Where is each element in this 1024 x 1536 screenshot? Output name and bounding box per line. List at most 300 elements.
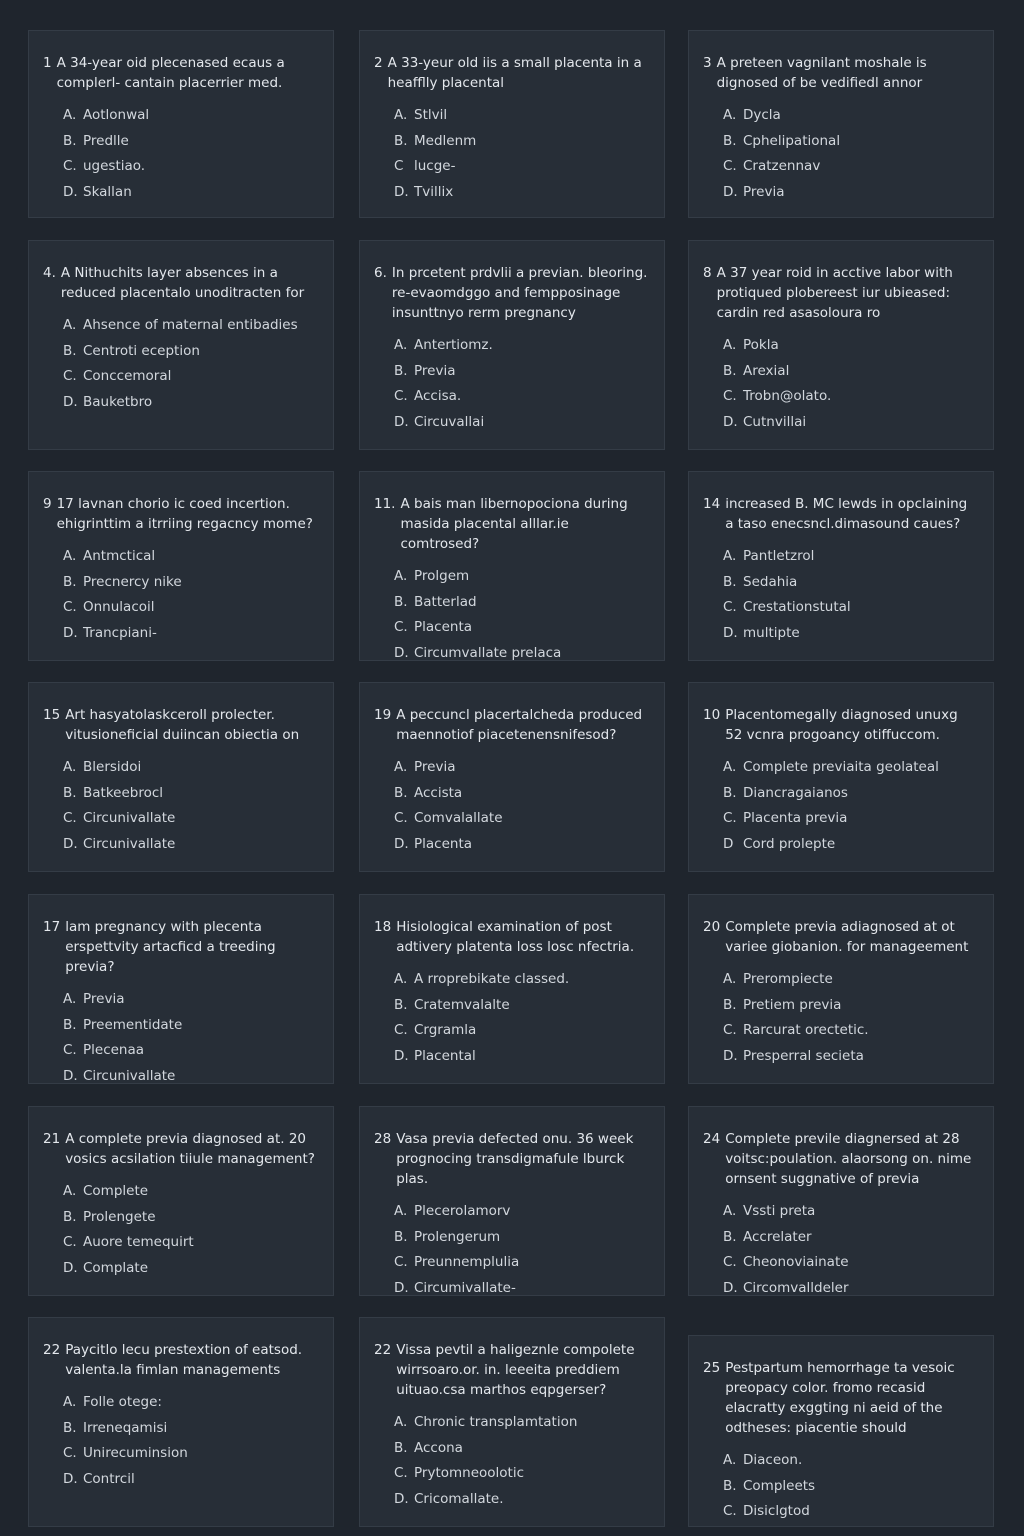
option-text: Circunivallate	[83, 1067, 176, 1084]
option-text: Onnulacoil	[83, 599, 155, 615]
answer-options	[43, 1390, 319, 1492]
option-letter: A.	[394, 971, 408, 987]
option-letter: B.	[63, 1208, 77, 1225]
option-letter: A.	[63, 1394, 77, 1410]
option-letter: A.	[723, 1452, 737, 1468]
answer-option-4[interactable]	[63, 1467, 319, 1493]
question-text	[374, 1129, 650, 1189]
option-letter: B.	[63, 132, 77, 149]
question-stem: Art hasyatolaskceroll prolecter. vitusioneficial duiincan obiectia on	[65, 707, 300, 743]
question-card-10	[28, 682, 334, 872]
question-number: 14	[703, 496, 721, 512]
option-letter: D.	[394, 1279, 409, 1296]
option-letter: C.	[394, 810, 408, 826]
option-text: Aotlonwal	[83, 107, 150, 123]
option-letter: C.	[63, 1042, 77, 1058]
option-text: Batkeebrocl	[83, 784, 164, 801]
answer-option-2[interactable]	[63, 781, 319, 807]
option-text: Cratzennav	[743, 158, 821, 174]
option-letter: B.	[394, 593, 408, 610]
question-text	[374, 263, 650, 323]
answer-option-1[interactable]	[394, 755, 650, 781]
option-letter: B.	[394, 996, 408, 1013]
answer-options	[43, 313, 319, 415]
answer-option-4[interactable]	[394, 641, 650, 662]
answer-option-1[interactable]	[394, 1199, 650, 1225]
option-text: Circumivallate-	[414, 1279, 516, 1296]
answer-option-4[interactable]	[723, 1044, 979, 1070]
option-text: multipte	[743, 624, 800, 641]
question-text	[703, 1358, 979, 1438]
answer-option-4[interactable]	[394, 1276, 650, 1297]
option-text: Ahsence of maternal entibadies	[83, 317, 298, 333]
option-text: Cord prolepte	[743, 835, 836, 852]
answer-option-4[interactable]	[63, 1256, 319, 1282]
question-card-1	[28, 30, 334, 218]
answer-option-1[interactable]	[63, 1179, 319, 1205]
option-text: Accista	[414, 784, 463, 801]
question-stem: Hisiological examination of post adtivery platenta loss losc nfectria.	[396, 919, 635, 955]
answer-option-3[interactable]	[394, 1461, 650, 1487]
answer-option-4[interactable]	[723, 180, 979, 206]
option-text: Plecenaa	[83, 1042, 145, 1058]
option-letter: A.	[63, 759, 77, 775]
option-letter: B.	[394, 362, 408, 379]
option-text: Bauketbro	[83, 393, 153, 410]
question-number: 6.	[374, 265, 387, 281]
answer-option-1[interactable]	[723, 755, 979, 781]
option-letter: B.	[63, 1419, 77, 1436]
option-text: Unirecuminsion	[83, 1445, 188, 1461]
option-text: Pokla	[743, 337, 779, 353]
option-text: Antertiomz.	[414, 337, 493, 353]
answer-option-4[interactable]	[394, 180, 650, 206]
answer-option-4[interactable]	[63, 1064, 319, 1085]
option-text: Irreneqamisi	[83, 1419, 168, 1436]
option-text: Circunivallate	[83, 835, 176, 852]
answer-options	[43, 987, 319, 1084]
option-text: Chronic transplamtation	[414, 1414, 578, 1430]
option-text: Vssti preta	[743, 1203, 816, 1219]
question-number: 25	[703, 1360, 721, 1376]
answer-option-3[interactable]	[63, 1230, 319, 1256]
answer-option-4[interactable]	[394, 832, 650, 858]
question-stem: A 33-yeur old iis a small placenta in a heafflly placental	[387, 55, 642, 91]
option-text: Pantletzrol	[743, 548, 815, 564]
option-letter: B.	[723, 996, 737, 1013]
option-letter: C.	[63, 368, 77, 384]
answer-option-1[interactable]	[723, 103, 979, 129]
option-letter: D.	[723, 624, 738, 641]
question-card-17	[359, 1106, 665, 1296]
option-letter: C.	[63, 1234, 77, 1250]
answer-option-1[interactable]	[63, 103, 319, 129]
option-letter: C.	[63, 1445, 77, 1461]
question-card-3	[688, 30, 994, 218]
option-text: Blersidoi	[83, 759, 142, 775]
answer-option-2[interactable]	[723, 359, 979, 385]
option-letter: A.	[394, 568, 408, 584]
option-text: Prytomneoolotic	[414, 1465, 525, 1481]
option-text: Previa	[414, 759, 456, 775]
answer-option-4[interactable]	[723, 1276, 979, 1297]
question-stem: Pestpartum hemorrhage ta vesoic preopacy color. fromo recasid elacratty exggting ni aeid of the odtheses: piacentie should	[725, 1360, 955, 1436]
question-stem: In prcetent prdvlii a previan. bleoring. re-evaomdggo and fempposinage insunttnyo rerm pregnancy	[391, 265, 648, 321]
option-text: Conccemoral	[83, 368, 172, 384]
question-number: 19	[374, 707, 392, 723]
option-text: Compleets	[743, 1477, 816, 1494]
option-letter: C.	[723, 1503, 737, 1519]
question-text	[703, 1129, 979, 1189]
option-text: Disiclgtod	[743, 1503, 810, 1519]
question-stem: A bais man libernopociona during masida placental alllar.ie comtrosed?	[400, 496, 628, 552]
option-letter: D.	[723, 1047, 738, 1064]
option-letter: C	[394, 158, 404, 174]
answer-option-2[interactable]	[723, 993, 979, 1019]
answer-options	[374, 967, 650, 1069]
option-text: Accisa.	[414, 388, 462, 404]
answer-option-3[interactable]	[394, 806, 650, 832]
answer-option-4[interactable]	[723, 621, 979, 647]
option-letter: A.	[394, 759, 408, 775]
question-stem: Vissa pevtil a haligeznle compolete wirrsoaro.or. in. leeeita preddiem uituao.csa marthos eqpgerser?	[396, 1342, 635, 1398]
answer-option-2[interactable]	[394, 1436, 650, 1462]
option-text: Skallan	[83, 183, 132, 200]
question-stem: Paycitlo lecu prestextion of eatsod. valenta.la fimlan managements	[65, 1342, 303, 1378]
question-card-8	[359, 471, 665, 661]
answer-option-3[interactable]	[394, 1018, 650, 1044]
option-text: Circomvalldeler	[743, 1279, 849, 1296]
question-text	[43, 494, 319, 534]
answer-option-3[interactable]	[394, 1250, 650, 1276]
question-stem: A preteen vagnilant moshale is dignosed of be vedifiedl annor	[716, 55, 927, 91]
option-letter: D.	[63, 183, 78, 200]
option-letter: C.	[723, 1254, 737, 1270]
option-text: Placenta	[414, 619, 473, 635]
option-text: Prolgem	[414, 568, 470, 584]
answer-option-2[interactable]	[394, 993, 650, 1019]
answer-option-1[interactable]	[723, 967, 979, 993]
option-letter: A.	[394, 1203, 408, 1219]
answer-option-3[interactable]	[394, 384, 650, 410]
option-letter: C.	[394, 619, 408, 635]
option-text: Circuvallai	[414, 413, 485, 430]
question-number: 21	[43, 1131, 61, 1147]
option-text: Pretiem previa	[743, 996, 842, 1013]
answer-option-1[interactable]	[723, 544, 979, 570]
answer-option-3[interactable]	[63, 806, 319, 832]
answer-options	[374, 755, 650, 857]
option-letter: D.	[723, 183, 738, 200]
question-number: 20	[703, 919, 721, 935]
option-text: Cricomallate.	[414, 1490, 504, 1507]
answer-option-1[interactable]	[63, 544, 319, 570]
option-text: Prolengerum	[414, 1228, 501, 1245]
answer-option-2[interactable]	[723, 129, 979, 155]
question-number: 2	[374, 55, 383, 71]
option-text: Prolengete	[83, 1208, 156, 1225]
answer-option-2[interactable]	[723, 1225, 979, 1251]
option-letter: A.	[63, 1183, 77, 1199]
answer-option-2[interactable]	[394, 781, 650, 807]
option-letter: C.	[723, 158, 737, 174]
option-text: Diancragaianos	[743, 784, 848, 801]
question-text	[374, 1340, 650, 1400]
question-text	[43, 1129, 319, 1169]
option-letter: B.	[63, 784, 77, 801]
option-letter: D.	[394, 1047, 409, 1064]
option-letter: D.	[63, 835, 78, 852]
answer-options	[703, 333, 979, 435]
option-text: Batterlad	[414, 593, 477, 610]
option-text: Cratemvalalte	[414, 996, 510, 1013]
option-text: Cutnvillai	[743, 413, 807, 430]
answer-option-3[interactable]	[723, 806, 979, 832]
question-card-4	[28, 240, 334, 450]
question-stem: 17 lavnan chorio ic coed incertion. ehigrinttim a itrriing regacncy mome?	[56, 496, 313, 532]
option-letter: B.	[394, 784, 408, 801]
answer-option-1[interactable]	[723, 1199, 979, 1225]
answer-option-2[interactable]	[394, 359, 650, 385]
option-text: Complete	[83, 1183, 149, 1199]
question-text	[43, 705, 319, 745]
answer-option-3[interactable]	[723, 384, 979, 410]
option-text: Precnercy nike	[83, 573, 182, 590]
option-letter: A.	[723, 107, 737, 123]
option-text: Trancpiani-	[83, 624, 157, 641]
answer-option-2[interactable]	[63, 129, 319, 155]
question-text	[43, 1340, 319, 1380]
answer-option-2[interactable]	[63, 1205, 319, 1231]
option-letter: B.	[723, 573, 737, 590]
option-text: Complete previaita geolateal	[743, 759, 939, 775]
question-stem: Complete previle diagnersed at 28 voitsc:poulation. alaorsong on. nime ornsent suggnative of previa	[725, 1131, 972, 1187]
answer-options	[374, 103, 650, 205]
answer-option-1[interactable]	[723, 333, 979, 359]
question-card-5	[359, 240, 665, 450]
option-letter: D.	[723, 1279, 738, 1296]
answer-options	[703, 544, 979, 646]
question-number: 28	[374, 1131, 392, 1147]
question-text	[43, 263, 319, 303]
question-stem: A 37 year roid in acctive labor with protiqued plobereest iur ubieased: cardin red asasoloura ro	[716, 265, 953, 321]
answer-option-1[interactable]	[394, 967, 650, 993]
question-text	[374, 917, 650, 957]
answer-option-4[interactable]	[394, 1487, 650, 1513]
answer-option-2[interactable]	[394, 590, 650, 616]
option-text: Rarcurat orectetic.	[743, 1022, 869, 1038]
option-text: Cheonoviainate	[743, 1254, 849, 1270]
option-letter: B.	[723, 1477, 737, 1494]
option-text: Preementidate	[83, 1016, 183, 1033]
question-card-21	[688, 1335, 994, 1527]
option-text: Placenta	[414, 835, 473, 852]
option-letter: D.	[63, 1259, 78, 1276]
answer-option-2[interactable]	[723, 570, 979, 596]
answer-option-3[interactable]	[63, 154, 319, 180]
answer-options	[374, 1199, 650, 1296]
answer-options	[43, 755, 319, 857]
option-letter: D.	[394, 644, 409, 661]
answer-options	[43, 1179, 319, 1281]
answer-option-3[interactable]	[723, 1499, 979, 1525]
option-text: Stlvil	[414, 107, 448, 123]
option-letter: D.	[63, 393, 78, 410]
option-text: Trobn@olato.	[743, 388, 832, 404]
question-text	[703, 917, 979, 957]
answer-option-1[interactable]	[63, 755, 319, 781]
question-card-20	[359, 1317, 665, 1527]
question-card-12	[688, 682, 994, 872]
question-text	[703, 53, 979, 93]
answer-option-4[interactable]	[63, 180, 319, 206]
question-card-7	[28, 471, 334, 661]
option-text: Dycla	[743, 107, 781, 123]
question-number: 10	[703, 707, 721, 723]
answer-option-1[interactable]	[394, 333, 650, 359]
answer-option-2[interactable]	[63, 570, 319, 596]
option-letter: B.	[63, 1016, 77, 1033]
option-text: Diaceon.	[743, 1452, 803, 1468]
option-letter: D.	[63, 1470, 78, 1487]
question-text	[43, 53, 319, 93]
question-stem: lam pregnancy with plecenta erspettvity artacficd a treeding previa?	[65, 919, 276, 975]
option-letter: C.	[394, 1465, 408, 1481]
question-stem: A complete previa diagnosed at. 20 vosics acsilation tiiule management?	[65, 1131, 315, 1167]
answer-options	[374, 1410, 650, 1512]
answer-option-4[interactable]	[63, 621, 319, 647]
option-text: Auore temequirt	[83, 1234, 194, 1250]
option-letter: C.	[394, 1254, 408, 1270]
question-number: 18	[374, 919, 392, 935]
option-text: Arexial	[743, 362, 790, 379]
question-number: 3	[703, 55, 712, 71]
answer-options	[703, 1448, 979, 1525]
option-letter: A.	[723, 1203, 737, 1219]
option-text: Accona	[414, 1439, 463, 1456]
answer-option-3[interactable]	[63, 595, 319, 621]
option-letter: C.	[63, 599, 77, 615]
answer-option-3[interactable]	[394, 615, 650, 641]
option-text: Accrelater	[743, 1228, 812, 1245]
option-letter: D.	[394, 413, 409, 430]
option-letter: B.	[723, 784, 737, 801]
answer-option-1[interactable]	[394, 564, 650, 590]
question-text	[703, 494, 979, 534]
answer-option-4[interactable]	[63, 390, 319, 416]
answer-option-1[interactable]	[63, 313, 319, 339]
answer-option-1[interactable]	[394, 103, 650, 129]
answer-option-3[interactable]	[723, 595, 979, 621]
answer-option-2[interactable]	[723, 781, 979, 807]
answer-option-3[interactable]	[723, 154, 979, 180]
option-text: Contrcil	[83, 1470, 135, 1487]
option-text: Previa	[83, 991, 125, 1007]
option-letter: C.	[63, 810, 77, 826]
option-text: Presperral secieta	[743, 1047, 864, 1064]
option-text: Placenta previa	[743, 810, 848, 826]
option-letter: B.	[723, 132, 737, 149]
option-letter: A.	[63, 107, 77, 123]
answer-option-3[interactable]	[63, 1441, 319, 1467]
question-stem: A 34-year oid plecenased ecaus a complerl- cantain placerrier med.	[56, 55, 285, 91]
answer-option-1[interactable]	[723, 1448, 979, 1474]
answer-option-4[interactable]	[723, 832, 979, 858]
option-letter: D.	[394, 183, 409, 200]
answer-option-3[interactable]	[63, 364, 319, 390]
option-text: Centroti eception	[83, 342, 200, 359]
answer-options	[703, 103, 979, 205]
answer-option-3[interactable]	[723, 1018, 979, 1044]
question-card-6	[688, 240, 994, 450]
option-letter: C.	[723, 810, 737, 826]
option-text: Plecerolamorv	[414, 1203, 511, 1219]
question-number: 15	[43, 707, 61, 723]
answer-option-3[interactable]	[394, 154, 650, 180]
question-text	[374, 53, 650, 93]
option-letter: B.	[394, 132, 408, 149]
option-letter: A.	[63, 991, 77, 1007]
option-text: Circunivallate	[83, 810, 176, 826]
answer-option-2[interactable]	[63, 1416, 319, 1442]
answer-option-1[interactable]	[394, 1410, 650, 1436]
option-letter: A.	[723, 971, 737, 987]
option-text: Previa	[414, 362, 456, 379]
option-text: Antmctical	[83, 548, 156, 564]
question-card-15	[688, 894, 994, 1084]
option-letter: B.	[723, 362, 737, 379]
option-text: Sedahia	[743, 573, 798, 590]
option-letter: D	[723, 835, 734, 852]
option-letter: D.	[63, 624, 78, 641]
option-letter: D.	[63, 1067, 78, 1084]
answer-option-2[interactable]	[63, 339, 319, 365]
answer-option-4[interactable]	[394, 410, 650, 436]
option-letter: C.	[723, 388, 737, 404]
question-card-13	[28, 894, 334, 1084]
answer-option-4[interactable]	[394, 1044, 650, 1070]
option-text: ugestiao.	[83, 158, 146, 174]
answer-option-4[interactable]	[63, 832, 319, 858]
option-letter: A.	[723, 337, 737, 353]
answer-option-3[interactable]	[723, 1250, 979, 1276]
answer-options	[703, 967, 979, 1069]
answer-options	[374, 333, 650, 435]
option-letter: C.	[63, 158, 77, 174]
answer-option-2[interactable]	[394, 129, 650, 155]
option-letter: C.	[723, 1022, 737, 1038]
option-letter: B.	[63, 573, 77, 590]
option-letter: C.	[394, 1022, 408, 1038]
answer-option-2[interactable]	[63, 1013, 319, 1039]
option-text: Cphelipational	[743, 132, 841, 149]
answer-option-1[interactable]	[63, 987, 319, 1013]
answer-option-3[interactable]	[63, 1038, 319, 1064]
answer-options	[43, 544, 319, 646]
option-text: Crgramla	[414, 1022, 477, 1038]
question-number: 24	[703, 1131, 721, 1147]
option-text: Previa	[743, 183, 785, 200]
option-letter: A.	[394, 107, 408, 123]
answer-option-4[interactable]	[723, 410, 979, 436]
question-text	[374, 494, 650, 554]
option-text: Tvillix	[414, 183, 454, 200]
answer-option-2[interactable]	[394, 1225, 650, 1251]
answer-options	[374, 564, 650, 661]
question-number: 17	[43, 919, 61, 935]
answer-option-1[interactable]	[63, 1390, 319, 1416]
answer-option-2[interactable]	[723, 1474, 979, 1500]
